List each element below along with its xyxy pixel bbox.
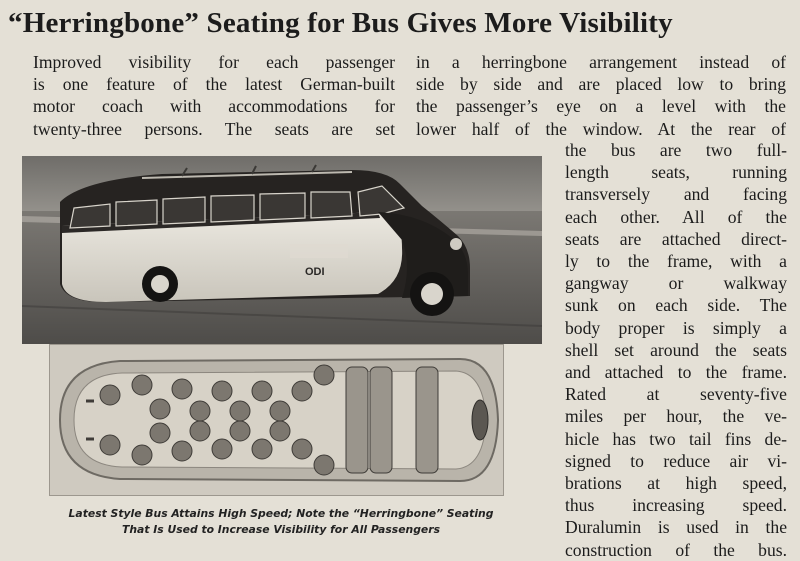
text-line: Improved visibility for each passenger [33,52,395,72]
text-line: twenty-three persons. The seats are set [33,118,395,139]
text-line: thus increasing speed. [565,495,787,516]
text-line: gangway or walkway [565,273,787,294]
text-line: brations at high speed, [565,473,787,494]
text-line: Rated at seventy-five [565,384,787,405]
text-line: each other. All of the [565,206,787,227]
text-line: seats are attached direct- [565,228,787,249]
lead-paragraph [33,51,395,140]
headline: “Herringbone” Seating for Bus Gives More Visibility [8,7,673,39]
text-line: and attached to the frame. [565,362,787,383]
text-line: body proper is simply a [565,317,787,338]
bus-side-lettering: ODI [305,266,325,278]
right-column-top [416,51,786,140]
caption-line: That Is Used to Increase Visibility for All Passengers [121,523,441,536]
text-line: miles per hour, the ve- [565,406,787,427]
text-line: in a herringbone arrangement instead of [416,52,786,72]
seating-plan-diagram [49,344,504,496]
text-line: transversely and facing [565,184,787,205]
right-column-body [565,139,787,561]
text-line: lower half of the window. At the rear of [416,118,786,139]
bus-side-view-illustration [22,156,542,344]
text-line: length seats, running [565,162,787,183]
text-line: the bus are two full- [565,140,787,160]
photo-caption [26,506,536,538]
text-line: hicle has two tail fins de- [565,428,787,449]
wheel-icon [142,266,178,302]
text-line: Duralumin is used in the [565,517,787,538]
bus-photo [22,156,542,344]
text-line: ly to the frame, with a [565,251,787,272]
text-line: sunk on each side. The [565,295,787,316]
text-line: side by side and are placed low to bring [416,74,786,95]
herringbone-seating-plan [50,345,503,495]
caption-line: Latest Style Bus Attains High Speed; Note the “Herringbone” Seating [68,507,494,520]
text-line: the passenger’s eye on a level with the [416,96,786,117]
wheel-icon [410,272,454,316]
text-line: construction of the bus. [565,539,787,560]
text-line: motor coach with accommodations for [33,96,395,117]
text-line: signed to reduce air vi- [565,450,787,471]
text-line: shell set around the seats [565,339,787,360]
text-line: is one feature of the latest German-built [33,74,395,95]
